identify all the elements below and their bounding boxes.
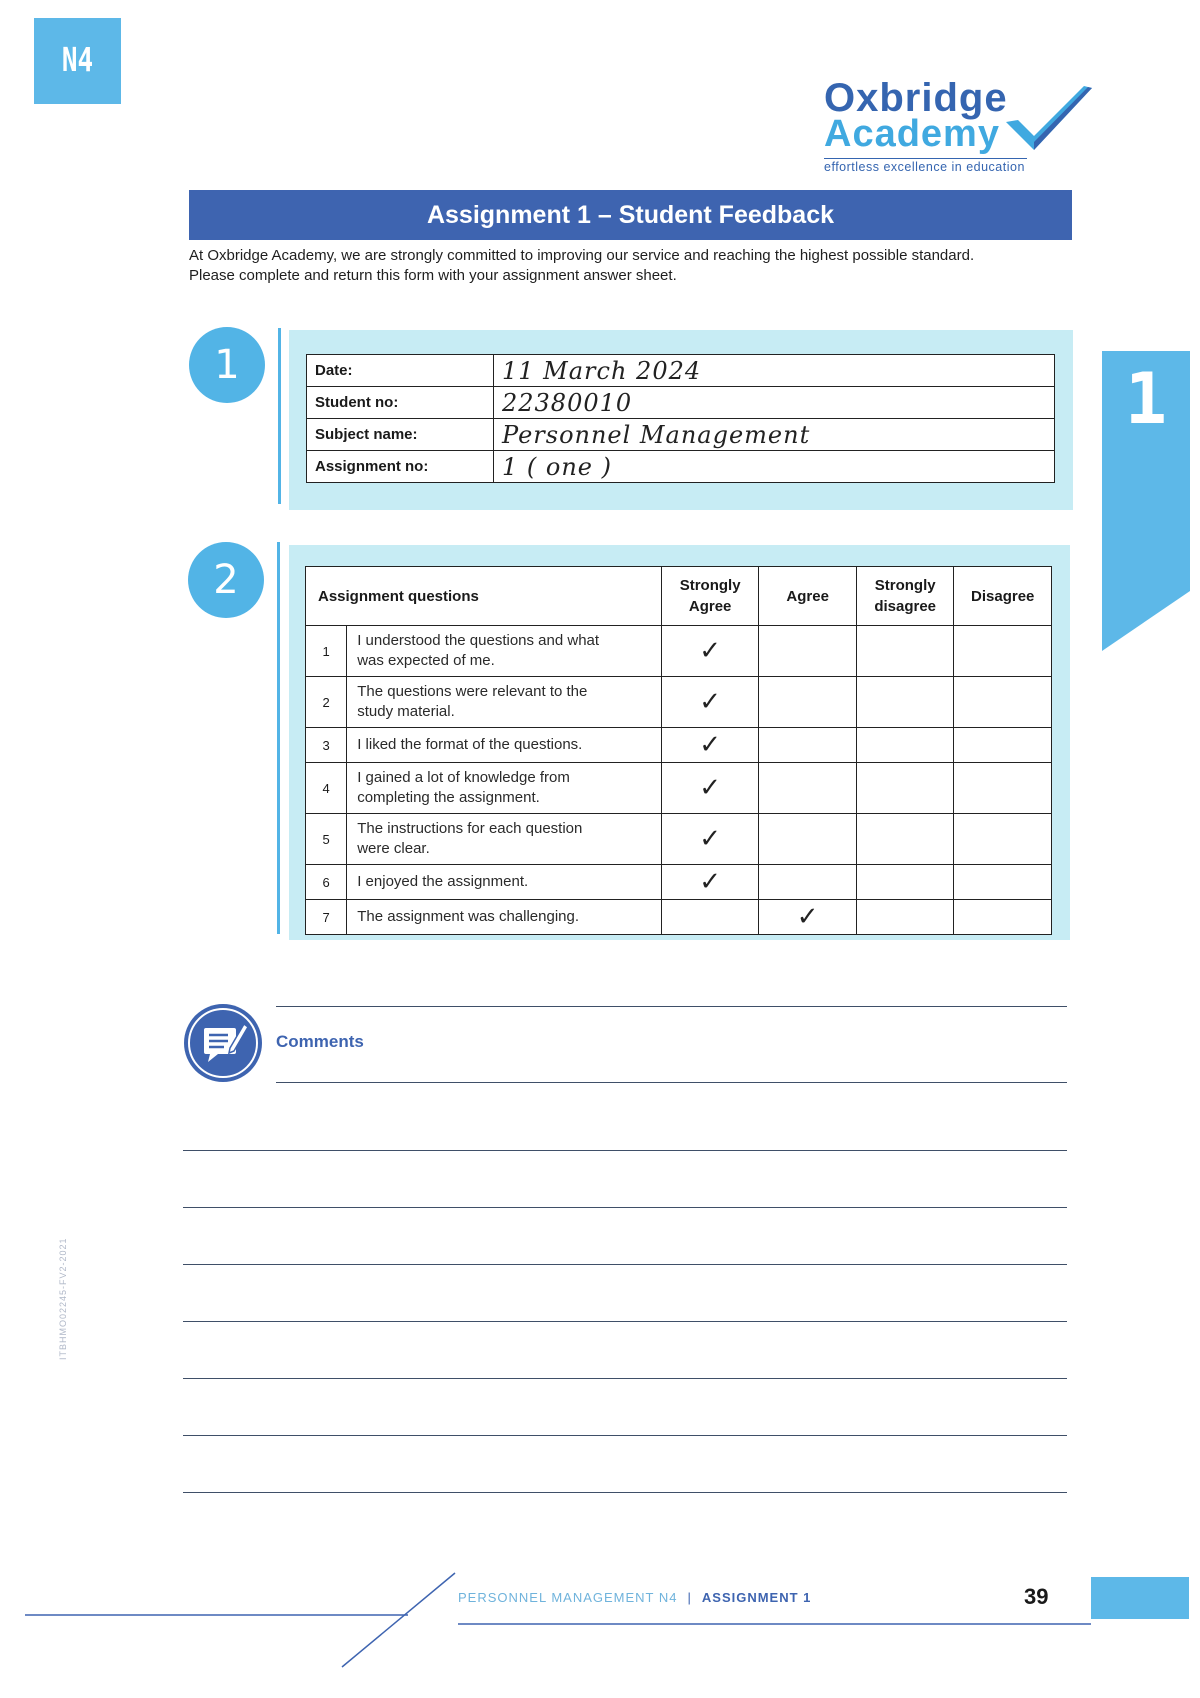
question-number: 3 (306, 728, 347, 763)
question-text (347, 900, 662, 935)
rating-cell-agree[interactable] (759, 728, 857, 763)
question-text-line1: The instructions for each question (357, 820, 583, 837)
rating-cell-disagree[interactable] (954, 865, 1052, 900)
question-number: 7 (306, 900, 347, 935)
footer-assignment: ASSIGNMENT 1 (701, 1590, 812, 1605)
question-text (347, 728, 662, 763)
question-text-line1: The assignment was challenging. (357, 908, 580, 925)
page-title: Assignment 1 – Student Feedback (189, 190, 1072, 240)
comment-line (183, 1492, 1067, 1493)
question-text (347, 763, 662, 814)
question-number: 1 (306, 626, 347, 677)
header-agree: Agree (759, 567, 857, 626)
rating-cell-agree[interactable] (759, 865, 857, 900)
check-mark-icon: ✓ (699, 636, 722, 666)
rating-cell-agree[interactable] (759, 900, 857, 935)
logo-wordmark-line2: Academy (824, 113, 1000, 155)
oxbridge-logo (824, 78, 1084, 178)
question-text-line1: I understood the questions and what (357, 632, 600, 649)
question-text (347, 865, 662, 900)
check-mark-icon: ✓ (699, 867, 722, 897)
footer-text (458, 1590, 811, 1605)
feedback-row (306, 763, 1052, 814)
feedback-row (306, 728, 1052, 763)
comment-line (183, 1321, 1067, 1322)
rating-cell-strongly-agree[interactable] (661, 900, 759, 935)
comment-line (183, 1264, 1067, 1265)
comment-line (183, 1435, 1067, 1436)
logo-wordmark-line1: Oxbridge (824, 76, 1008, 120)
intro-text (189, 246, 1089, 286)
rating-cell-disagree[interactable] (954, 626, 1052, 677)
level-tab (34, 18, 121, 104)
details-row (307, 451, 1055, 483)
check-mark-icon: ✓ (699, 824, 722, 854)
section-2-number: 2 (188, 542, 264, 618)
rating-cell-disagree[interactable] (954, 677, 1052, 728)
question-text-line2: was expected of me. (357, 652, 495, 669)
details-label: Date: (307, 355, 494, 387)
rating-cell-disagree[interactable] (954, 728, 1052, 763)
check-mark-icon: ✓ (699, 687, 722, 717)
rating-cell-strongly-agree[interactable] (661, 814, 759, 865)
feedback-row (306, 865, 1052, 900)
document-code: ITBHMO02245-FV2-2021 (58, 1237, 68, 1360)
feedback-row (306, 814, 1052, 865)
intro-line-2: Please complete and return this form with your assignment answer sheet. (189, 267, 677, 284)
section-1-divider (278, 328, 281, 504)
rating-cell-strongly-disagree[interactable] (856, 900, 954, 935)
details-row (307, 419, 1055, 451)
feedback-row (306, 626, 1052, 677)
question-text (347, 814, 662, 865)
details-value: Personnel Management (494, 419, 1055, 451)
rating-cell-strongly-disagree[interactable] (856, 865, 954, 900)
comment-line (183, 1378, 1067, 1379)
rating-cell-strongly-agree[interactable] (661, 728, 759, 763)
rating-cell-strongly-disagree[interactable] (856, 677, 954, 728)
question-text-line2: were clear. (357, 840, 430, 857)
chapter-side-tab-number: 1 (1124, 358, 1168, 440)
question-number: 2 (306, 677, 347, 728)
check-mark-icon: ✓ (699, 773, 722, 803)
rating-cell-agree[interactable] (759, 763, 857, 814)
check-mark-icon: ✓ (699, 730, 722, 760)
question-number: 6 (306, 865, 347, 900)
section-1-number: 1 (189, 327, 265, 403)
feedback-row (306, 677, 1052, 728)
question-text-line1: I liked the format of the questions. (357, 736, 583, 753)
question-text (347, 677, 662, 728)
feedback-row (306, 900, 1052, 935)
rating-cell-strongly-disagree[interactable] (856, 814, 954, 865)
details-row (307, 355, 1055, 387)
rating-cell-strongly-agree[interactable] (661, 677, 759, 728)
details-label: Assignment no: (307, 451, 494, 483)
details-value: 22380010 (494, 387, 1055, 419)
header-assignment-questions: Assignment questions (306, 567, 662, 626)
rating-cell-agree[interactable] (759, 677, 857, 728)
question-text-line2: study material. (357, 703, 455, 720)
header-strongly-disagree-line1: Strongly (874, 577, 936, 594)
comments-icon (184, 1004, 262, 1082)
student-details-table (306, 354, 1055, 483)
details-label: Student no: (307, 387, 494, 419)
header-strongly-disagree (856, 567, 954, 626)
question-text-line2: completing the assignment. (357, 789, 540, 806)
feedback-table (305, 566, 1052, 935)
rating-cell-disagree[interactable] (954, 763, 1052, 814)
comments-label: Comments (276, 1032, 364, 1051)
header-disagree: Disagree (954, 567, 1052, 626)
details-value: 1 ( one ) (494, 451, 1055, 483)
question-number: 5 (306, 814, 347, 865)
question-text (347, 626, 662, 677)
details-value: 11 March 2024 (494, 355, 1055, 387)
logo-tagline: effortless excellence in education (824, 158, 1027, 174)
level-label: N4 (61, 42, 94, 80)
rating-cell-strongly-disagree[interactable] (856, 763, 954, 814)
header-strongly-agree (661, 567, 759, 626)
rating-cell-strongly-agree[interactable] (661, 626, 759, 677)
footer-tab (1091, 1577, 1189, 1619)
rating-cell-agree[interactable] (759, 814, 857, 865)
rating-cell-disagree[interactable] (954, 900, 1052, 935)
rating-cell-agree[interactable] (759, 626, 857, 677)
comment-line (183, 1207, 1067, 1208)
question-text-line1: I enjoyed the assignment. (357, 873, 529, 890)
question-number: 4 (306, 763, 347, 814)
comment-line (276, 1082, 1067, 1083)
footer-subject: PERSONNEL MANAGEMENT N4 (458, 1590, 678, 1605)
comment-line (276, 1006, 1067, 1007)
section-2-divider (277, 542, 280, 934)
question-text-line1: I gained a lot of knowledge from (357, 769, 570, 786)
rating-cell-strongly-disagree[interactable] (856, 728, 954, 763)
comment-line (183, 1150, 1067, 1151)
check-mark-icon: ✓ (796, 902, 819, 932)
footer-separator: | (687, 1590, 692, 1605)
feedback-header-row (306, 567, 1052, 626)
page-number: 39 (1024, 1584, 1049, 1609)
header-strongly-disagree-line2: disagree (874, 598, 937, 615)
footer-decoration (0, 1560, 1200, 1680)
logo-check-icon (1004, 84, 1094, 154)
details-label: Subject name: (307, 419, 494, 451)
rating-cell-strongly-disagree[interactable] (856, 626, 954, 677)
rating-cell-strongly-agree[interactable] (661, 865, 759, 900)
details-row (307, 387, 1055, 419)
header-strongly-agree-line2: Agree (688, 598, 732, 615)
rating-cell-disagree[interactable] (954, 814, 1052, 865)
question-text-line1: The questions were relevant to the (357, 683, 588, 700)
intro-line-1: At Oxbridge Academy, we are strongly committed to improving our service and reaching the highest possible standard. (189, 247, 975, 264)
rating-cell-strongly-agree[interactable] (661, 763, 759, 814)
header-strongly-agree-line1: Strongly (679, 577, 741, 594)
